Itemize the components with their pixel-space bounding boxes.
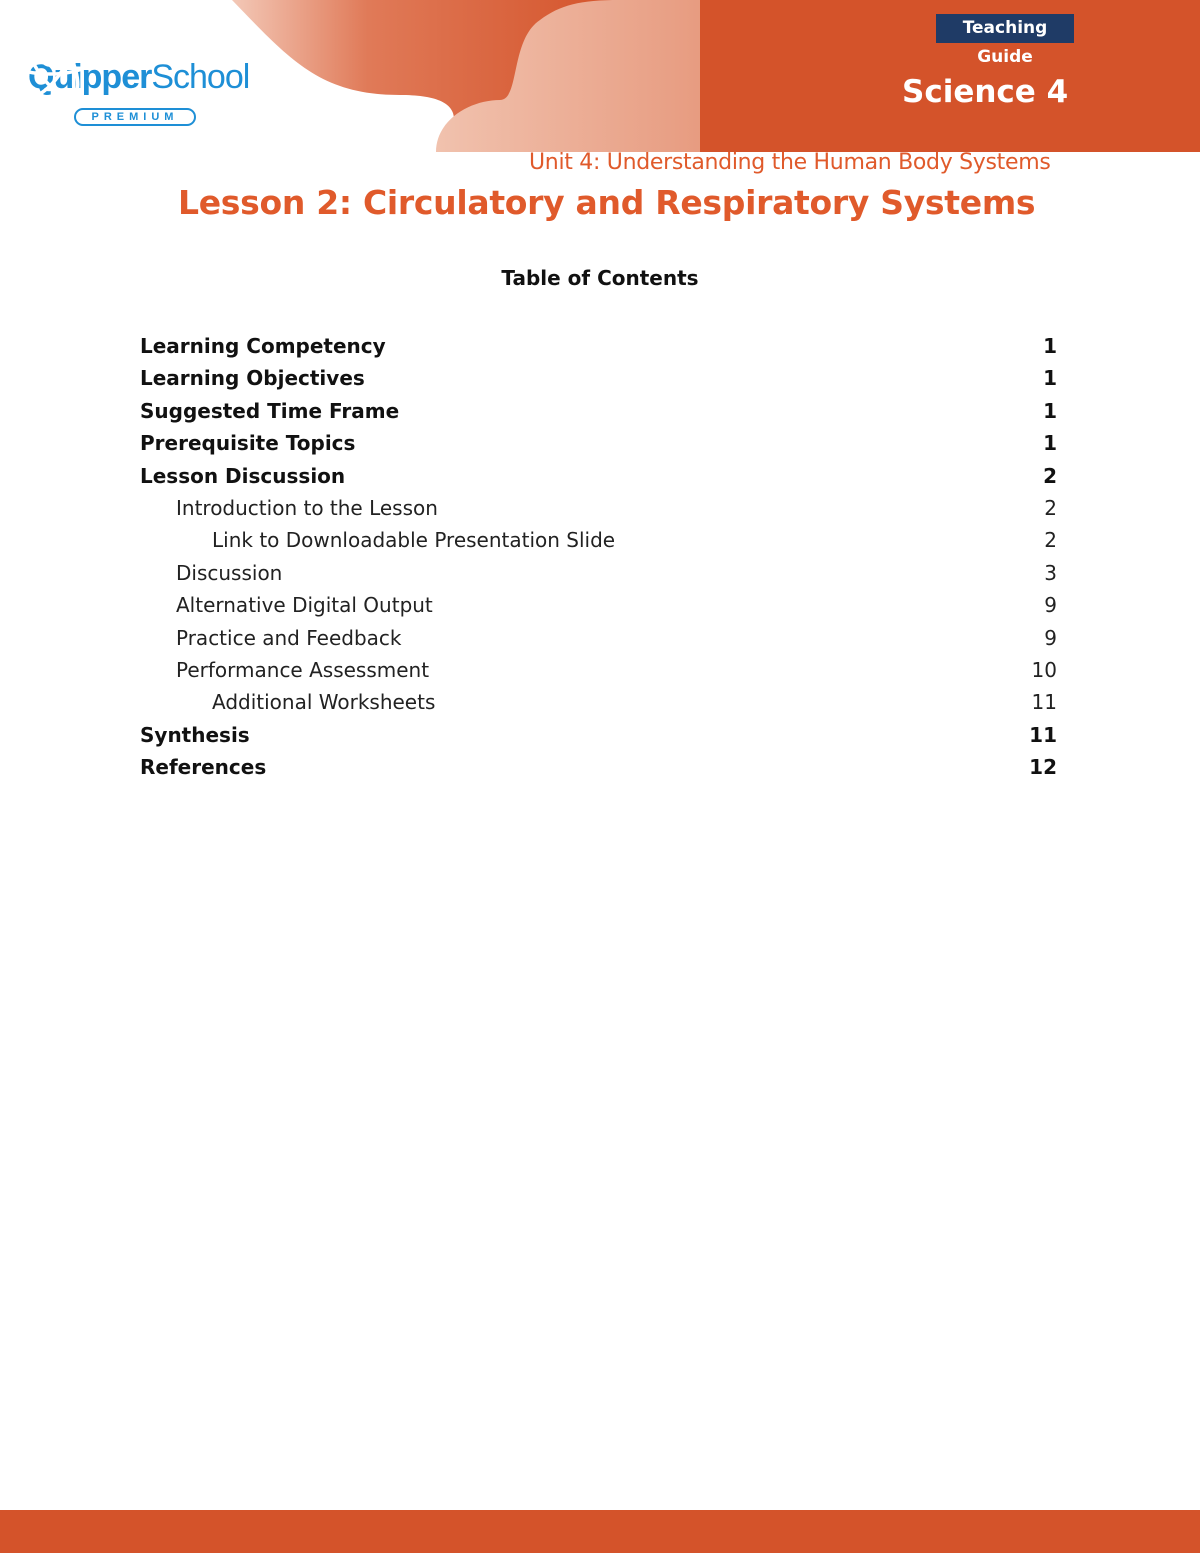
- toc-subsubentry[interactable]: [140, 686, 1060, 718]
- logo-premium-badge: PREMIUM: [74, 108, 196, 126]
- toc-entry-page: 2: [1043, 463, 1057, 488]
- logo-wordmark-light: School: [151, 58, 250, 96]
- toc-entry-page: 10: [1031, 657, 1057, 682]
- toc-entry-title: Suggested Time Frame: [140, 398, 400, 423]
- toc-entry-page: 1: [1043, 366, 1057, 391]
- lesson-title: Lesson 2: Circulatory and Respiratory Systems: [178, 183, 1036, 222]
- toc-entry-title: References: [140, 755, 267, 780]
- toc-entry-page: 11: [1031, 690, 1057, 715]
- toc-entry-title: Additional Worksheets: [212, 690, 436, 715]
- toc-entry-title: Alternative Digital Output: [176, 593, 433, 618]
- toc-entry-title: Learning Competency: [140, 334, 386, 358]
- toc-entry-page: 3: [1044, 560, 1057, 585]
- toc-entry[interactable]: [140, 751, 1060, 783]
- toc-entry-page: 2: [1044, 528, 1057, 553]
- toc-entry[interactable]: [140, 427, 1060, 459]
- toc-entry-page: 2: [1044, 495, 1057, 520]
- toc-entry-title: Introduction to the Lesson: [176, 495, 438, 520]
- toc-entry-title: Performance Assessment: [176, 657, 430, 682]
- toc-entry-page: 11: [1029, 722, 1057, 747]
- toc-entry-page: 1: [1043, 334, 1057, 358]
- toc-entry[interactable]: [140, 362, 1060, 394]
- toc-subentry[interactable]: [140, 654, 1060, 686]
- toc-subsubentry[interactable]: [140, 524, 1060, 556]
- toc-entry-title: Link to Downloadable Presentation Slide: [212, 528, 616, 553]
- toc-entry-title: Practice and Feedback: [176, 625, 402, 650]
- unit-title: Unit 4: Understanding the Human Body Systems: [529, 150, 1051, 175]
- toc-entry-page: 12: [1029, 755, 1057, 780]
- teaching-guide-badge: Teaching Guide: [936, 14, 1074, 43]
- toc-subentry[interactable]: [140, 622, 1060, 654]
- toc-subentry[interactable]: [140, 492, 1060, 524]
- toc-entry[interactable]: [140, 395, 1060, 427]
- toc-entry[interactable]: [140, 330, 1060, 362]
- toc-entry-title: Synthesis: [140, 722, 250, 747]
- logo-wordmark-bold: Quipper: [28, 58, 152, 96]
- toc-entry-page: 1: [1043, 398, 1057, 423]
- toc-entry-title: Lesson Discussion: [140, 463, 346, 488]
- toc-entry[interactable]: [140, 719, 1060, 751]
- footer-bar: [0, 1510, 1200, 1553]
- subject-title: Science 4: [902, 74, 1069, 110]
- atom-icon: [0, 0, 100, 112]
- toc-entry-page: 1: [1043, 431, 1057, 456]
- toc-subentry[interactable]: [140, 557, 1060, 589]
- toc-subentry[interactable]: [140, 589, 1060, 621]
- toc-entry-page: 9: [1044, 593, 1057, 618]
- toc-entry-title: Prerequisite Topics: [140, 431, 356, 456]
- toc-entry[interactable]: [140, 460, 1060, 492]
- toc-entry-title: Discussion: [176, 560, 283, 585]
- toc-entry-page: 9: [1044, 625, 1057, 650]
- toc-title: Table of Contents: [501, 266, 699, 290]
- header-banner: [0, 0, 1200, 152]
- toc-entry-title: Learning Objectives: [140, 366, 365, 391]
- table-of-contents: [140, 330, 1060, 783]
